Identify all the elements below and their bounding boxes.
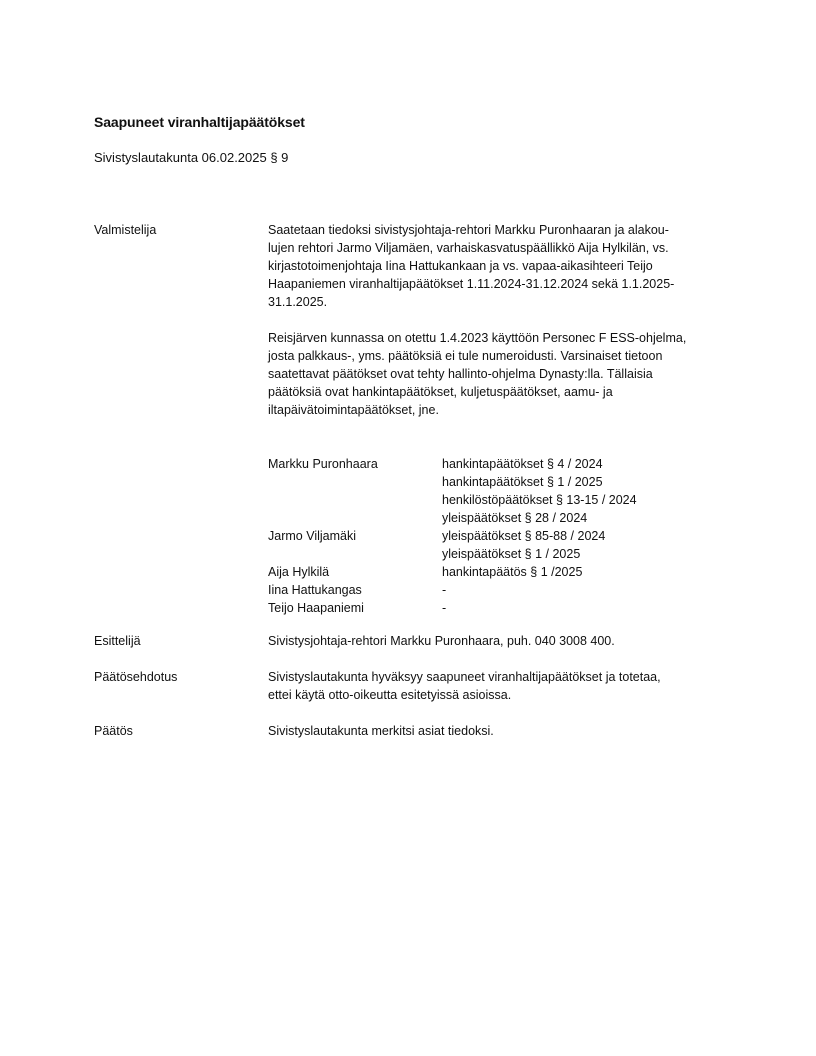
paatosehdotus-line-1: Sivistyslautakunta hyväksyy saapuneet viranhaltijapäätökset ja totetaa, [268, 670, 661, 684]
valmistelija-line-2: lujen rehtori Jarmo Viljamäen, varhaiskasvatuspäällikkö Aija Hylkilän, vs. [268, 241, 669, 255]
decision-row [268, 491, 637, 509]
valmistelija-line-1: Saatetaan tiedoksi sivistysjohtaja-rehtori Markku Puronhaaran ja alakou- [268, 223, 669, 237]
decision-maker: Iina Hattukangas [268, 583, 362, 597]
decision-maker [268, 491, 442, 509]
decision-reference: henkilöstöpäätökset § 13-15 / 2024 [442, 493, 637, 507]
valmistelija-p2-line-5: iltapäivätoimintapäätökset, jne. [268, 403, 439, 417]
paatos-text [268, 722, 718, 740]
decision-maker: Aija Hylkilä [268, 565, 330, 579]
decision-row [268, 455, 637, 473]
document-title: Saapuneet viranhaltijapäätökset [94, 114, 305, 130]
decision-reference: - [442, 601, 447, 615]
decision-maker: Teijo Haapaniemi [268, 601, 364, 615]
decision-row [268, 581, 637, 599]
decision-maker [268, 545, 442, 563]
decision-reference: yleispäätökset § 1 / 2025 [442, 547, 581, 561]
valmistelija-line-5: 31.1.2025. [268, 295, 328, 309]
decision-reference: hankintapäätökset § 4 / 2024 [442, 457, 603, 471]
valmistelija-paragraph-2 [268, 329, 718, 419]
decision-row [268, 545, 637, 563]
decision-row [268, 473, 637, 491]
decision-maker: Jarmo Viljamäki [268, 529, 356, 543]
esittelija-label: Esittelijä [94, 634, 141, 648]
valmistelija-text [268, 221, 718, 311]
decision-row [268, 527, 637, 545]
valmistelija-line-3: kirjastotoimenjohtaja Iina Hattukankaan ja vs. vapaa-aikasihteeri Teijo [268, 259, 653, 273]
meeting-reference: Sivistyslautakunta 06.02.2025 § 9 [94, 150, 289, 165]
esittelija-text [268, 632, 718, 650]
valmistelija-label: Valmistelija [94, 223, 157, 237]
valmistelija-p2-line-4: päätöksiä ovat hankintapäätökset, kuljetuspäätökset, aamu- ja [268, 385, 613, 399]
valmistelija-p2-line-2: josta palkkaus-, yms. päätöksiä ei tule numeroidusti. Varsinaiset tietoon [268, 349, 663, 363]
paatosehdotus-label: Päätösehdotus [94, 670, 178, 684]
paatosehdotus-line-2: ettei käytä otto-oikeutta esitetyissä asioissa. [268, 688, 512, 702]
decision-reference: - [442, 583, 447, 597]
decision-row [268, 509, 637, 527]
valmistelija-line-4: Haapaniemen viranhaltijapäätökset 1.11.2024-31.12.2024 sekä 1.1.2025- [268, 277, 675, 291]
decision-reference: hankintapäätökset § 1 / 2025 [442, 475, 603, 489]
valmistelija-p2-line-3: saatettavat päätökset ovat tehty hallinto-ohjelma Dynasty:lla. Tällaisia [268, 367, 653, 381]
paatos-line: Sivistyslautakunta merkitsi asiat tiedoksi. [268, 724, 494, 738]
esittelija-line: Sivistysjohtaja-rehtori Markku Puronhaara, puh. 040 3008 400. [268, 634, 615, 648]
decision-row [268, 563, 637, 581]
paatos-label: Päätös [94, 724, 133, 738]
decision-reference: yleispäätökset § 85-88 / 2024 [442, 529, 606, 543]
paatosehdotus-text [268, 668, 718, 704]
decision-reference: yleispäätökset § 28 / 2024 [442, 511, 588, 525]
decision-reference: hankintapäätös § 1 /2025 [442, 565, 583, 579]
decision-row [268, 599, 637, 617]
decision-maker [268, 473, 442, 491]
decisions-list [268, 455, 637, 617]
decision-maker: Markku Puronhaara [268, 457, 378, 471]
decision-maker [268, 509, 442, 527]
valmistelija-p2-line-1: Reisjärven kunnassa on otettu 1.4.2023 käyttöön Personec F ESS-ohjelma, [268, 331, 687, 345]
